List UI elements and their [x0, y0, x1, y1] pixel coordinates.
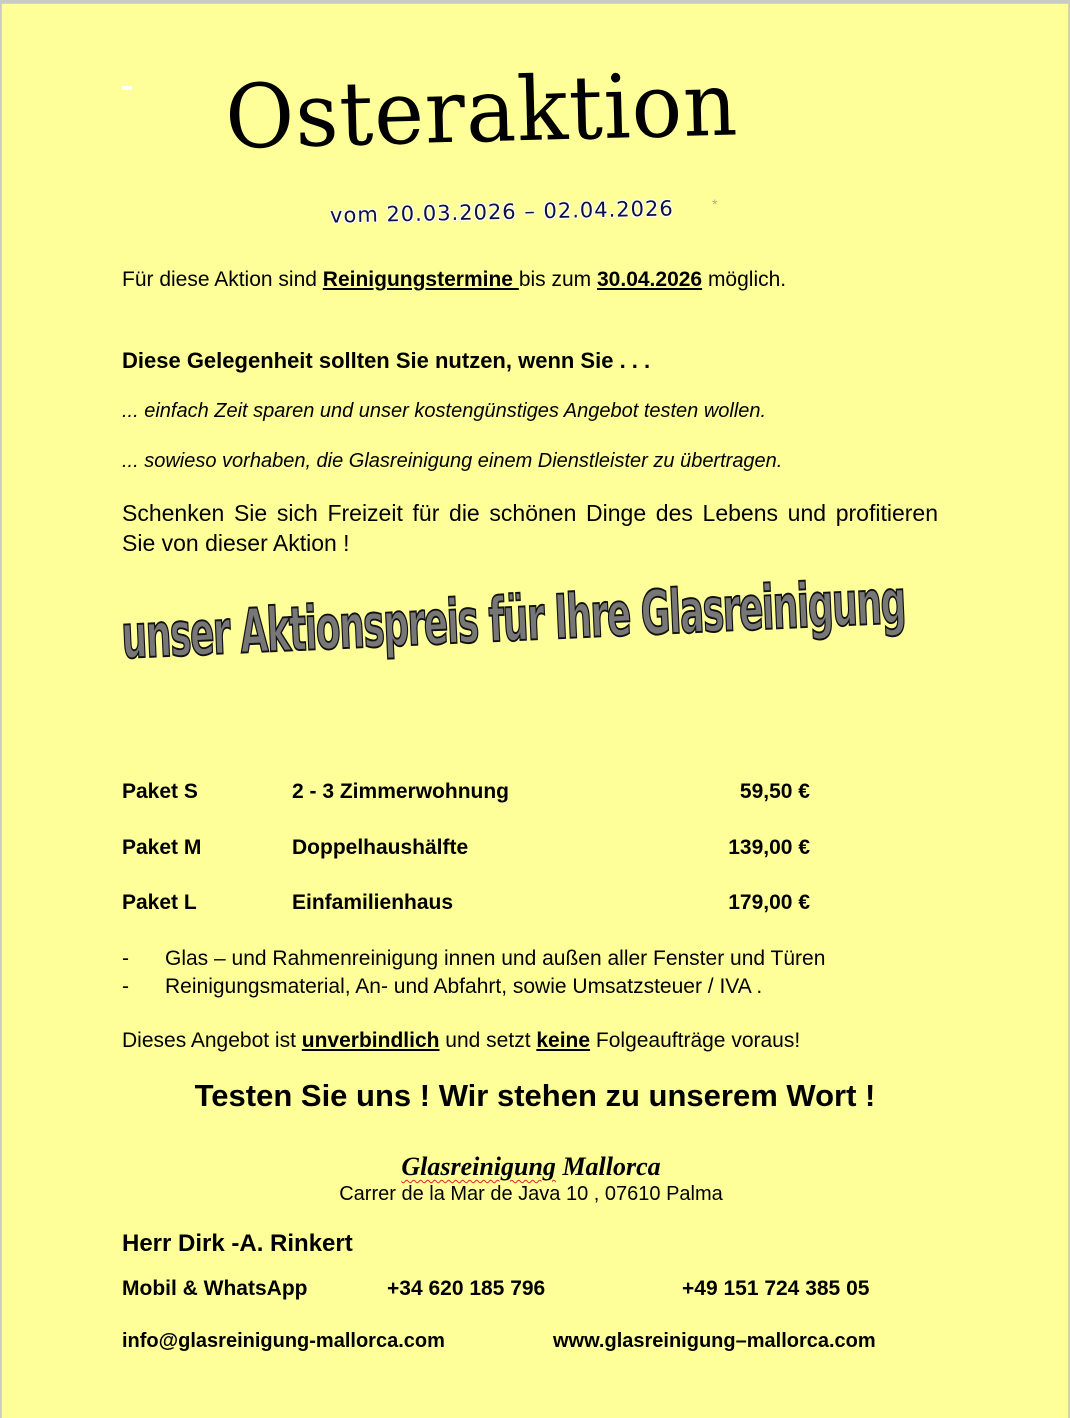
page-title: Osteraktion [224, 52, 740, 169]
decorative-mark [122, 86, 132, 90]
package-m-price: 139,00 € [728, 836, 810, 859]
package-l-description: Einfamilienhaus [292, 891, 454, 914]
intro-termine: Reinigungstermine [322, 268, 519, 291]
bullet-dash: - [122, 975, 129, 998]
asterisk-mark: * [712, 196, 718, 212]
benefits-paragraph: Schenken Sie sich Freizeit für die schönen Dinge des Lebens und profitieren Sie von dieser Aktion ! [122, 500, 938, 556]
mobile-label: Mobil & WhatsApp [122, 1277, 308, 1300]
benefit-line-2: ... sowieso vorhaben, die Glasreinigung einem Dienstleister zu übertragen. [122, 450, 783, 472]
offer-keine: keine [536, 1029, 591, 1052]
included-item [122, 945, 825, 973]
intro-line [122, 268, 786, 292]
email-address: info@glasreinigung-mallorca.com [122, 1330, 445, 1352]
included-item-text: Glas – und Rahmenreinigung innen und außen aller Fenster und Türen [165, 947, 826, 970]
benefits-heading: Diese Gelegenheit sollten Sie nutzen, wenn Sie . . . [122, 348, 651, 373]
phone-es: +34 620 185 796 [387, 1277, 546, 1300]
package-m-description: Doppelhaushälfte [292, 836, 469, 859]
document-page [2, 4, 1068, 1418]
offer-prefix: Dieses Angebot ist [122, 1029, 302, 1052]
website-address: www.glasreinigung–mallorca.com [553, 1330, 876, 1352]
company-name-part1: Glasreinigung [401, 1152, 556, 1181]
package-m-name: Paket M [122, 836, 202, 859]
package-s-description: 2 - 3 Zimmerwohnung [292, 780, 510, 803]
bullet-dash: - [122, 947, 129, 970]
offer-suffix: Folgeaufträge voraus! [590, 1029, 801, 1052]
package-l-price: 179,00 € [728, 891, 810, 914]
intro-suffix: möglich. [702, 268, 787, 291]
intro-prefix: Für diese Aktion sind [122, 268, 323, 291]
contact-person: Herr Dirk -A. Rinkert [122, 1230, 353, 1257]
intro-middle: bis zum [518, 268, 597, 291]
company-name-part2: Mallorca [555, 1152, 661, 1181]
company-name [2, 1152, 1060, 1182]
promo-title: unser Aktionspreis für Ihre Glasreinigung [120, 566, 907, 673]
offer-line [122, 1029, 800, 1053]
package-s-name: Paket S [122, 780, 198, 803]
slogan: Testen Sie uns ! Wir stehen zu unserem Wort ! [194, 1078, 876, 1113]
offer-middle: und setzt [439, 1029, 537, 1052]
offer-unverbindlich: unverbindlich [301, 1029, 440, 1052]
benefit-line-1: ... einfach Zeit sparen und unser kostengünstiges Angebot testen wollen. [122, 400, 767, 422]
included-item [122, 973, 825, 1001]
intro-date: 30.04.2026 [597, 268, 703, 291]
package-l-name: Paket L [122, 891, 197, 914]
phone-de: +49 151 724 385 05 [682, 1277, 870, 1300]
company-address: Carrer de la Mar de Java 10 , 07610 Palma [339, 1183, 723, 1205]
package-s-price: 59,50 € [739, 780, 810, 803]
included-item-text: Reinigungsmaterial, An- und Abfahrt, sowie Umsatzsteuer / IVA . [165, 975, 763, 998]
promo-dates: vom 20.03.2026 – 02.04.2026 [329, 196, 674, 228]
included-list [122, 945, 825, 1001]
